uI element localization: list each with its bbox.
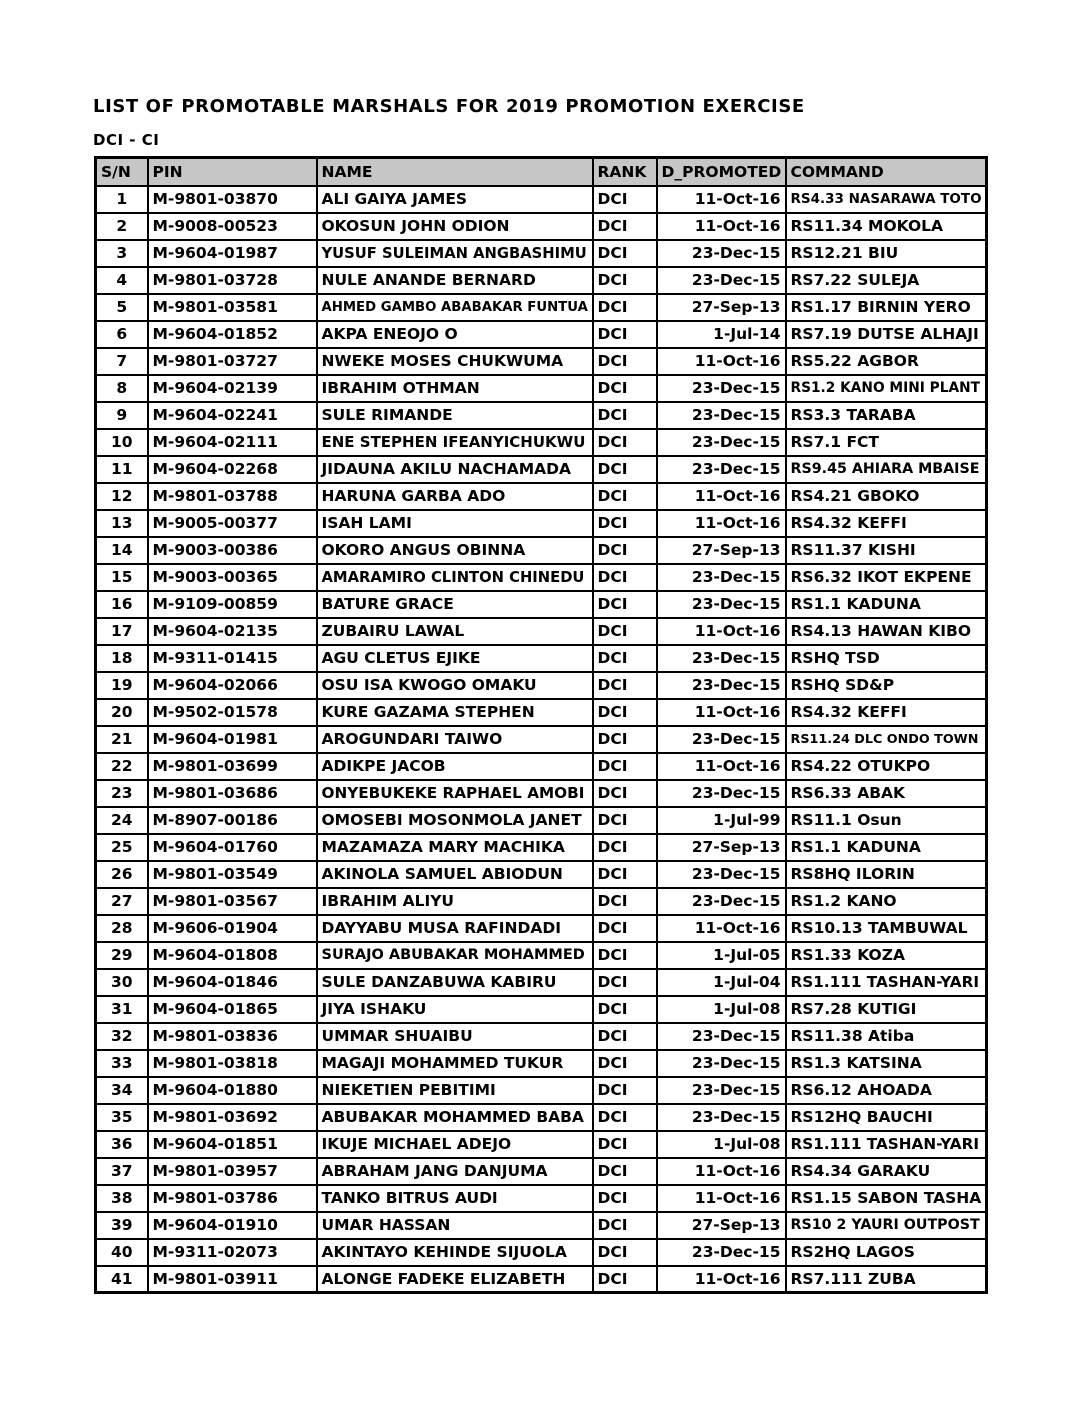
table-body xyxy=(96,186,987,1293)
cell-name: ALI GAIYA JAMES xyxy=(317,186,593,213)
cell-sn: 16 xyxy=(96,591,148,618)
cell-name: ABUBAKAR MOHAMMED BABA xyxy=(317,1104,593,1131)
cell-sn: 20 xyxy=(96,699,148,726)
cell-command: RSHQ TSD xyxy=(786,645,987,672)
cell-sn: 34 xyxy=(96,1077,148,1104)
cell-name: AMARAMIRO CLINTON CHINEDU xyxy=(317,564,593,591)
cell-sn: 15 xyxy=(96,564,148,591)
table-row xyxy=(96,1104,987,1131)
cell-rank: DCI xyxy=(593,618,657,645)
cell-rank: DCI xyxy=(593,996,657,1023)
cell-dpromoted: 11-Oct-16 xyxy=(657,753,786,780)
cell-dpromoted: 27-Sep-13 xyxy=(657,1212,786,1239)
cell-dpromoted: 23-Dec-15 xyxy=(657,375,786,402)
cell-sn: 14 xyxy=(96,537,148,564)
cell-name: TANKO BITRUS AUDI xyxy=(317,1185,593,1212)
cell-sn: 17 xyxy=(96,618,148,645)
cell-rank: DCI xyxy=(593,186,657,213)
cell-sn: 10 xyxy=(96,429,148,456)
table-row xyxy=(96,1023,987,1050)
cell-pin: M-9801-03727 xyxy=(148,348,317,375)
cell-command: RS11.38 Atiba xyxy=(786,1023,987,1050)
cell-rank: DCI xyxy=(593,1185,657,1212)
cell-name: ZUBAIRU LAWAL xyxy=(317,618,593,645)
cell-name: AKINTAYO KEHINDE SIJUOLA xyxy=(317,1239,593,1266)
cell-rank: DCI xyxy=(593,321,657,348)
cell-dpromoted: 1-Jul-05 xyxy=(657,942,786,969)
cell-dpromoted: 11-Oct-16 xyxy=(657,618,786,645)
cell-command: RS7.19 DUTSE ALHAJI xyxy=(786,321,987,348)
cell-command: RS11.37 KISHI xyxy=(786,537,987,564)
table-row xyxy=(96,753,987,780)
column-header-command: COMMAND xyxy=(786,158,987,186)
cell-sn: 31 xyxy=(96,996,148,1023)
cell-command: RS5.22 AGBOR xyxy=(786,348,987,375)
table-row xyxy=(96,969,987,996)
cell-name: KURE GAZAMA STEPHEN xyxy=(317,699,593,726)
cell-rank: DCI xyxy=(593,1239,657,1266)
cell-command: RS1.111 TASHAN-YARI xyxy=(786,969,987,996)
column-header-rank: RANK xyxy=(593,158,657,186)
cell-dpromoted: 23-Dec-15 xyxy=(657,456,786,483)
cell-name: MAGAJI MOHAMMED TUKUR xyxy=(317,1050,593,1077)
cell-name: SURAJO ABUBAKAR MOHAMMED xyxy=(317,942,593,969)
cell-name: ISAH LAMI xyxy=(317,510,593,537)
header-row xyxy=(96,158,987,186)
cell-command: RS7.28 KUTIGI xyxy=(786,996,987,1023)
cell-sn: 26 xyxy=(96,861,148,888)
table-row xyxy=(96,375,987,402)
cell-name: MAZAMAZA MARY MACHIKA xyxy=(317,834,593,861)
cell-sn: 19 xyxy=(96,672,148,699)
column-header-name: NAME xyxy=(317,158,593,186)
cell-name: ABRAHAM JANG DANJUMA xyxy=(317,1158,593,1185)
cell-rank: DCI xyxy=(593,402,657,429)
cell-command: RS4.33 NASARAWA TOTO xyxy=(786,186,987,213)
cell-name: ENE STEPHEN IFEANYICHUKWU xyxy=(317,429,593,456)
cell-pin: M-9604-01987 xyxy=(148,240,317,267)
table-row xyxy=(96,483,987,510)
cell-name: AHMED GAMBO ABABAKAR FUNTUA xyxy=(317,294,593,321)
cell-name: DAYYABU MUSA RAFINDADI xyxy=(317,915,593,942)
cell-command: RS1.33 KOZA xyxy=(786,942,987,969)
cell-dpromoted: 23-Dec-15 xyxy=(657,1023,786,1050)
cell-sn: 41 xyxy=(96,1266,148,1293)
cell-command: RS6.12 AHOADA xyxy=(786,1077,987,1104)
cell-dpromoted: 1-Jul-99 xyxy=(657,807,786,834)
column-header-sn: S/N xyxy=(96,158,148,186)
cell-dpromoted: 23-Dec-15 xyxy=(657,1050,786,1077)
cell-rank: DCI xyxy=(593,591,657,618)
cell-dpromoted: 1-Jul-14 xyxy=(657,321,786,348)
cell-name: OMOSEBI MOSONMOLA JANET xyxy=(317,807,593,834)
table-row xyxy=(96,429,987,456)
cell-dpromoted: 11-Oct-16 xyxy=(657,213,786,240)
cell-name: SULE DANZABUWA KABIRU xyxy=(317,969,593,996)
cell-rank: DCI xyxy=(593,213,657,240)
cell-dpromoted: 23-Dec-15 xyxy=(657,240,786,267)
cell-sn: 1 xyxy=(96,186,148,213)
cell-command: RS4.32 KEFFI xyxy=(786,699,987,726)
table-row xyxy=(96,1185,987,1212)
cell-name: ALONGE FADEKE ELIZABETH xyxy=(317,1266,593,1293)
cell-pin: M-9801-03567 xyxy=(148,888,317,915)
cell-command: RS4.22 OTUKPO xyxy=(786,753,987,780)
cell-rank: DCI xyxy=(593,429,657,456)
cell-name: IBRAHIM ALIYU xyxy=(317,888,593,915)
cell-sn: 35 xyxy=(96,1104,148,1131)
cell-name: OSU ISA KWOGO OMAKU xyxy=(317,672,593,699)
cell-pin: M-8907-00186 xyxy=(148,807,317,834)
cell-rank: DCI xyxy=(593,267,657,294)
cell-rank: DCI xyxy=(593,456,657,483)
table-row xyxy=(96,807,987,834)
table-row xyxy=(96,240,987,267)
cell-sn: 40 xyxy=(96,1239,148,1266)
cell-dpromoted: 23-Dec-15 xyxy=(657,1104,786,1131)
cell-pin: M-9003-00365 xyxy=(148,564,317,591)
cell-name: OKORO ANGUS OBINNA xyxy=(317,537,593,564)
cell-dpromoted: 1-Jul-04 xyxy=(657,969,786,996)
cell-rank: DCI xyxy=(593,1131,657,1158)
cell-command: RS8HQ ILORIN xyxy=(786,861,987,888)
cell-command: RS11.1 Osun xyxy=(786,807,987,834)
cell-name: OKOSUN JOHN ODION xyxy=(317,213,593,240)
cell-name: AKINOLA SAMUEL ABIODUN xyxy=(317,861,593,888)
cell-rank: DCI xyxy=(593,834,657,861)
cell-sn: 39 xyxy=(96,1212,148,1239)
cell-rank: DCI xyxy=(593,1104,657,1131)
table-row xyxy=(96,186,987,213)
cell-rank: DCI xyxy=(593,240,657,267)
cell-rank: DCI xyxy=(593,537,657,564)
cell-sn: 33 xyxy=(96,1050,148,1077)
table-row xyxy=(96,1131,987,1158)
cell-command: RS7.22 SULEJA xyxy=(786,267,987,294)
cell-pin: M-9311-01415 xyxy=(148,645,317,672)
cell-pin: M-9604-02268 xyxy=(148,456,317,483)
cell-name: UMAR HASSAN xyxy=(317,1212,593,1239)
cell-rank: DCI xyxy=(593,915,657,942)
cell-rank: DCI xyxy=(593,807,657,834)
cell-command: RS1.15 SABON TASHA xyxy=(786,1185,987,1212)
table-row xyxy=(96,726,987,753)
cell-sn: 13 xyxy=(96,510,148,537)
cell-rank: DCI xyxy=(593,294,657,321)
cell-sn: 8 xyxy=(96,375,148,402)
cell-pin: M-9604-01808 xyxy=(148,942,317,969)
cell-sn: 6 xyxy=(96,321,148,348)
cell-dpromoted: 23-Dec-15 xyxy=(657,1239,786,1266)
cell-sn: 36 xyxy=(96,1131,148,1158)
cell-pin: M-9502-01578 xyxy=(148,699,317,726)
table-row xyxy=(96,618,987,645)
cell-name: NIEKETIEN PEBITIMI xyxy=(317,1077,593,1104)
cell-dpromoted: 11-Oct-16 xyxy=(657,510,786,537)
cell-rank: DCI xyxy=(593,1050,657,1077)
cell-name: SULE RIMANDE xyxy=(317,402,593,429)
cell-dpromoted: 23-Dec-15 xyxy=(657,888,786,915)
table-row xyxy=(96,348,987,375)
table-row xyxy=(96,510,987,537)
cell-command: RS10 2 YAURI OUTPOST xyxy=(786,1212,987,1239)
cell-dpromoted: 23-Dec-15 xyxy=(657,672,786,699)
column-header-dpromoted: D_PROMOTED xyxy=(657,158,786,186)
cell-dpromoted: 11-Oct-16 xyxy=(657,1266,786,1293)
cell-pin: M-9801-03957 xyxy=(148,1158,317,1185)
cell-name: IBRAHIM OTHMAN xyxy=(317,375,593,402)
table-row xyxy=(96,942,987,969)
cell-pin: M-9604-01910 xyxy=(148,1212,317,1239)
cell-pin: M-9604-01851 xyxy=(148,1131,317,1158)
cell-sn: 12 xyxy=(96,483,148,510)
cell-command: RS6.33 ABAK xyxy=(786,780,987,807)
cell-name: JIDAUNA AKILU NACHAMADA xyxy=(317,456,593,483)
cell-rank: DCI xyxy=(593,375,657,402)
cell-name: ONYEBUKEKE RAPHAEL AMOBI xyxy=(317,780,593,807)
table-row xyxy=(96,591,987,618)
cell-sn: 22 xyxy=(96,753,148,780)
cell-rank: DCI xyxy=(593,1158,657,1185)
table-row xyxy=(96,267,987,294)
cell-sn: 28 xyxy=(96,915,148,942)
cell-rank: DCI xyxy=(593,483,657,510)
cell-command: RS10.13 TAMBUWAL xyxy=(786,915,987,942)
cell-pin: M-9311-02073 xyxy=(148,1239,317,1266)
cell-pin: M-9003-00386 xyxy=(148,537,317,564)
cell-sn: 18 xyxy=(96,645,148,672)
cell-dpromoted: 23-Dec-15 xyxy=(657,861,786,888)
cell-pin: M-9604-02241 xyxy=(148,402,317,429)
cell-rank: DCI xyxy=(593,1212,657,1239)
cell-sn: 25 xyxy=(96,834,148,861)
cell-sn: 37 xyxy=(96,1158,148,1185)
cell-pin: M-9801-03728 xyxy=(148,267,317,294)
cell-dpromoted: 11-Oct-16 xyxy=(657,1158,786,1185)
cell-command: RS3.3 TARABA xyxy=(786,402,987,429)
table-row xyxy=(96,1158,987,1185)
cell-command: RS7.1 FCT xyxy=(786,429,987,456)
column-header-pin: PIN xyxy=(148,158,317,186)
cell-dpromoted: 23-Dec-15 xyxy=(657,726,786,753)
cell-command: RS4.13 HAWAN KIBO xyxy=(786,618,987,645)
cell-sn: 27 xyxy=(96,888,148,915)
cell-sn: 32 xyxy=(96,1023,148,1050)
cell-sn: 29 xyxy=(96,942,148,969)
cell-pin: M-9801-03870 xyxy=(148,186,317,213)
cell-rank: DCI xyxy=(593,1266,657,1293)
cell-pin: M-9604-01846 xyxy=(148,969,317,996)
cell-dpromoted: 11-Oct-16 xyxy=(657,483,786,510)
cell-pin: M-9801-03581 xyxy=(148,294,317,321)
cell-dpromoted: 23-Dec-15 xyxy=(657,402,786,429)
cell-rank: DCI xyxy=(593,861,657,888)
cell-command: RS1.1 KADUNA xyxy=(786,834,987,861)
cell-pin: M-9801-03699 xyxy=(148,753,317,780)
cell-pin: M-9604-01981 xyxy=(148,726,317,753)
cell-pin: M-9604-01760 xyxy=(148,834,317,861)
cell-rank: DCI xyxy=(593,645,657,672)
table-row xyxy=(96,915,987,942)
cell-command: RS1.111 TASHAN-YARI xyxy=(786,1131,987,1158)
table-row xyxy=(96,861,987,888)
cell-sn: 30 xyxy=(96,969,148,996)
cell-rank: DCI xyxy=(593,753,657,780)
table-row xyxy=(96,402,987,429)
cell-name: NWEKE MOSES CHUKWUMA xyxy=(317,348,593,375)
table-row xyxy=(96,1050,987,1077)
cell-pin: M-9109-00859 xyxy=(148,591,317,618)
cell-pin: M-9801-03786 xyxy=(148,1185,317,1212)
table-row xyxy=(96,780,987,807)
cell-pin: M-9008-00523 xyxy=(148,213,317,240)
cell-pin: M-9604-01852 xyxy=(148,321,317,348)
cell-rank: DCI xyxy=(593,942,657,969)
cell-sn: 9 xyxy=(96,402,148,429)
cell-command: RS1.2 KANO xyxy=(786,888,987,915)
cell-dpromoted: 27-Sep-13 xyxy=(657,834,786,861)
table-row xyxy=(96,699,987,726)
cell-command: RS11.34 MOKOLA xyxy=(786,213,987,240)
cell-rank: DCI xyxy=(593,888,657,915)
cell-command: RS7.111 ZUBA xyxy=(786,1266,987,1293)
cell-name: AKPA ENEOJO O xyxy=(317,321,593,348)
cell-dpromoted: 27-Sep-13 xyxy=(657,537,786,564)
cell-command: RS9.45 AHIARA MBAISE xyxy=(786,456,987,483)
table-row xyxy=(96,537,987,564)
cell-command: RS1.1 KADUNA xyxy=(786,591,987,618)
cell-dpromoted: 23-Dec-15 xyxy=(657,780,786,807)
table-row xyxy=(96,456,987,483)
cell-rank: DCI xyxy=(593,1023,657,1050)
cell-rank: DCI xyxy=(593,1077,657,1104)
cell-command: RS4.21 GBOKO xyxy=(786,483,987,510)
cell-command: RS1.2 KANO MINI PLANT xyxy=(786,375,987,402)
table-row xyxy=(96,672,987,699)
cell-name: BATURE GRACE xyxy=(317,591,593,618)
cell-command: RS4.34 GARAKU xyxy=(786,1158,987,1185)
cell-dpromoted: 27-Sep-13 xyxy=(657,294,786,321)
cell-name: IKUJE MICHAEL ADEJO xyxy=(317,1131,593,1158)
cell-sn: 11 xyxy=(96,456,148,483)
table-row xyxy=(96,996,987,1023)
cell-pin: M-9801-03818 xyxy=(148,1050,317,1077)
cell-dpromoted: 1-Jul-08 xyxy=(657,996,786,1023)
cell-pin: M-9801-03911 xyxy=(148,1266,317,1293)
table-row xyxy=(96,564,987,591)
cell-rank: DCI xyxy=(593,969,657,996)
cell-pin: M-9604-02111 xyxy=(148,429,317,456)
cell-name: AGU CLETUS EJIKE xyxy=(317,645,593,672)
cell-command: RS1.17 BIRNIN YERO xyxy=(786,294,987,321)
cell-name: JIYA ISHAKU xyxy=(317,996,593,1023)
cell-sn: 7 xyxy=(96,348,148,375)
cell-command: RS4.32 KEFFI xyxy=(786,510,987,537)
table-row xyxy=(96,888,987,915)
cell-rank: DCI xyxy=(593,348,657,375)
cell-rank: DCI xyxy=(593,780,657,807)
table-header xyxy=(96,158,987,186)
rank-range-label: DCI - CI xyxy=(93,131,160,149)
cell-name: HARUNA GARBA ADO xyxy=(317,483,593,510)
table-row xyxy=(96,1266,987,1293)
cell-name: YUSUF SULEIMAN ANGBASHIMU xyxy=(317,240,593,267)
cell-pin: M-9801-03836 xyxy=(148,1023,317,1050)
cell-dpromoted: 1-Jul-08 xyxy=(657,1131,786,1158)
cell-pin: M-9801-03788 xyxy=(148,483,317,510)
cell-pin: M-9801-03549 xyxy=(148,861,317,888)
table-row xyxy=(96,834,987,861)
cell-sn: 3 xyxy=(96,240,148,267)
cell-pin: M-9801-03692 xyxy=(148,1104,317,1131)
cell-pin: M-9801-03686 xyxy=(148,780,317,807)
table-row xyxy=(96,1239,987,1266)
cell-dpromoted: 11-Oct-16 xyxy=(657,699,786,726)
cell-sn: 38 xyxy=(96,1185,148,1212)
cell-dpromoted: 11-Oct-16 xyxy=(657,1185,786,1212)
cell-pin: M-9604-01880 xyxy=(148,1077,317,1104)
cell-sn: 5 xyxy=(96,294,148,321)
cell-rank: DCI xyxy=(593,564,657,591)
cell-dpromoted: 11-Oct-16 xyxy=(657,915,786,942)
table-row xyxy=(96,645,987,672)
cell-name: ADIKPE JACOB xyxy=(317,753,593,780)
cell-sn: 2 xyxy=(96,213,148,240)
cell-dpromoted: 11-Oct-16 xyxy=(657,186,786,213)
cell-dpromoted: 23-Dec-15 xyxy=(657,267,786,294)
cell-name: AROGUNDARI TAIWO xyxy=(317,726,593,753)
cell-rank: DCI xyxy=(593,726,657,753)
cell-dpromoted: 11-Oct-16 xyxy=(657,348,786,375)
page-title: LIST OF PROMOTABLE MARSHALS FOR 2019 PROMOTION EXERCISE xyxy=(93,96,805,117)
table-row xyxy=(96,1212,987,1239)
cell-pin: M-9604-02066 xyxy=(148,672,317,699)
cell-command: RS2HQ LAGOS xyxy=(786,1239,987,1266)
cell-sn: 21 xyxy=(96,726,148,753)
cell-pin: M-9604-01865 xyxy=(148,996,317,1023)
table-row xyxy=(96,213,987,240)
table-row xyxy=(96,1077,987,1104)
cell-sn: 23 xyxy=(96,780,148,807)
cell-pin: M-9005-00377 xyxy=(148,510,317,537)
cell-name: UMMAR SHUAIBU xyxy=(317,1023,593,1050)
cell-command: RS12HQ BAUCHI xyxy=(786,1104,987,1131)
cell-name: NULE ANANDE BERNARD xyxy=(317,267,593,294)
cell-command: RS11.24 DLC ONDO TOWN xyxy=(786,726,987,753)
cell-pin: M-9604-02135 xyxy=(148,618,317,645)
cell-sn: 4 xyxy=(96,267,148,294)
cell-dpromoted: 23-Dec-15 xyxy=(657,564,786,591)
cell-pin: M-9606-01904 xyxy=(148,915,317,942)
cell-rank: DCI xyxy=(593,672,657,699)
table-row xyxy=(96,321,987,348)
cell-rank: DCI xyxy=(593,699,657,726)
cell-dpromoted: 23-Dec-15 xyxy=(657,429,786,456)
cell-pin: M-9604-02139 xyxy=(148,375,317,402)
cell-dpromoted: 23-Dec-15 xyxy=(657,645,786,672)
cell-rank: DCI xyxy=(593,510,657,537)
cell-command: RS6.32 IKOT EKPENE xyxy=(786,564,987,591)
cell-sn: 24 xyxy=(96,807,148,834)
marshals-table xyxy=(94,156,988,1294)
cell-command: RS12.21 BIU xyxy=(786,240,987,267)
cell-command: RS1.3 KATSINA xyxy=(786,1050,987,1077)
cell-command: RSHQ SD&P xyxy=(786,672,987,699)
cell-dpromoted: 23-Dec-15 xyxy=(657,1077,786,1104)
table-row xyxy=(96,294,987,321)
cell-dpromoted: 23-Dec-15 xyxy=(657,591,786,618)
